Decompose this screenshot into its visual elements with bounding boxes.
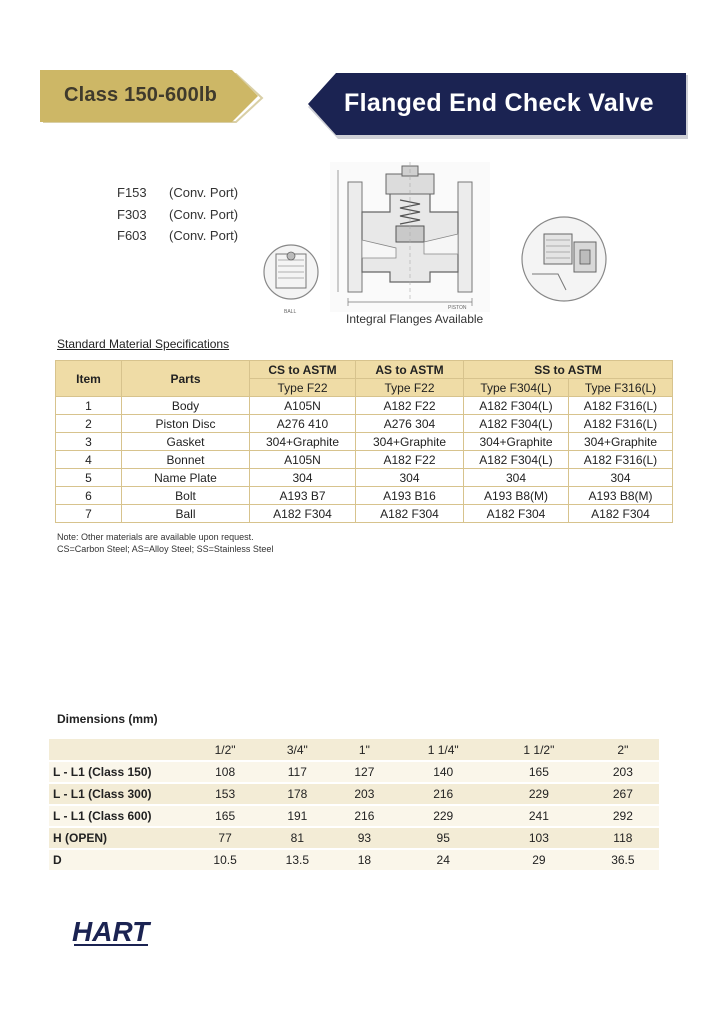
- row-label: D: [49, 849, 189, 871]
- materials-header-row: [56, 361, 673, 379]
- table-row: [56, 487, 673, 505]
- size-header: 1": [333, 739, 395, 761]
- dim-cell: 13.5: [261, 849, 333, 871]
- cell-ss2: 304: [569, 469, 673, 487]
- size-header: 2": [587, 739, 659, 761]
- row-label: L - L1 (Class 300): [49, 783, 189, 805]
- model-row: [117, 225, 238, 247]
- cell-item: 2: [56, 415, 122, 433]
- class-banner: [40, 70, 268, 126]
- cell-item: 3: [56, 433, 122, 451]
- cell-part: Name Plate: [122, 469, 250, 487]
- materials-note: [57, 531, 273, 555]
- cell-ss1: 304+Graphite: [464, 433, 569, 451]
- cell-ss2: A182 F316(L): [569, 415, 673, 433]
- title-banner: [308, 73, 688, 139]
- row-label: L - L1 (Class 600): [49, 805, 189, 827]
- row-label: H (OPEN): [49, 827, 189, 849]
- dim-cell: 153: [189, 783, 261, 805]
- cell-ss2: A182 F304: [569, 505, 673, 523]
- table-row: [49, 805, 659, 827]
- cell-as: A182 F304: [356, 505, 464, 523]
- dim-cell: 36.5: [587, 849, 659, 871]
- header-parts: Parts: [122, 361, 250, 397]
- dimensions-title: Dimensions (mm): [57, 712, 158, 726]
- table-row: [56, 469, 673, 487]
- dim-cell: 229: [395, 805, 491, 827]
- dim-cell: 241: [491, 805, 587, 827]
- dim-cell: 292: [587, 805, 659, 827]
- ball-label: BALL: [284, 309, 297, 315]
- dimensions-header-row: [49, 739, 659, 761]
- header-cs: CS to ASTM: [250, 361, 356, 379]
- dim-cell: 118: [587, 827, 659, 849]
- cell-as: A182 F22: [356, 451, 464, 469]
- dim-cell: 18: [333, 849, 395, 871]
- drawing-caption: Integral Flanges Available: [346, 312, 484, 326]
- size-header: 1 1/2": [491, 739, 587, 761]
- model-code: F153: [117, 185, 147, 200]
- dim-cell: 77: [189, 827, 261, 849]
- table-row: [56, 397, 673, 415]
- cell-ss1: A182 F304: [464, 505, 569, 523]
- dim-cell: 24: [395, 849, 491, 871]
- dim-cell: 267: [587, 783, 659, 805]
- cell-ss1: A182 F304(L): [464, 397, 569, 415]
- cell-ss2: A193 B8(M): [569, 487, 673, 505]
- hart-logo: [70, 914, 156, 948]
- dim-cell: 29: [491, 849, 587, 871]
- cell-part: Gasket: [122, 433, 250, 451]
- materials-title: Standard Material Specifications: [57, 337, 230, 351]
- subheader-ss-type1: Type F304(L): [464, 379, 569, 397]
- dim-cell: 93: [333, 827, 395, 849]
- dim-cell: 229: [491, 783, 587, 805]
- model-port: (Conv. Port): [169, 185, 239, 200]
- dim-cell: 95: [395, 827, 491, 849]
- model-code: F303: [117, 206, 147, 222]
- cell-cs: A105N: [250, 397, 356, 415]
- subheader-as-type: Type F22: [356, 379, 464, 397]
- logo-text: HART: [72, 916, 150, 947]
- size-header: 3/4": [261, 739, 333, 761]
- cell-item: 6: [56, 487, 122, 505]
- model-code: F603: [117, 228, 147, 243]
- table-row: [56, 433, 673, 451]
- dim-cell: 117: [261, 761, 333, 783]
- dim-cell: 140: [395, 761, 491, 783]
- cell-ss2: A182 F316(L): [569, 397, 673, 415]
- cell-ss1: 304: [464, 469, 569, 487]
- model-list: [117, 182, 238, 247]
- cell-item: 7: [56, 505, 122, 523]
- table-row: [49, 783, 659, 805]
- dim-cell: 178: [261, 783, 333, 805]
- class-label: Class 150-600lb: [64, 84, 218, 106]
- cell-ss1: A193 B8(M): [464, 487, 569, 505]
- dim-cell: 81: [261, 827, 333, 849]
- cell-as: A182 F22: [356, 397, 464, 415]
- subheader-cs-type: Type F22: [250, 379, 356, 397]
- dim-cell: 127: [333, 761, 395, 783]
- table-row: [49, 761, 659, 783]
- cell-cs: A182 F304: [250, 505, 356, 523]
- model-port: (Conv. Port): [169, 206, 239, 222]
- page-title: Flanged End Check Valve: [344, 89, 654, 117]
- model-row: [117, 182, 238, 204]
- materials-table: [55, 360, 673, 523]
- model-row: [117, 204, 238, 226]
- size-header: 1 1/4": [395, 739, 491, 761]
- ball-detail-drawing: [258, 240, 324, 316]
- table-row: [49, 849, 659, 871]
- dim-cell: 108: [189, 761, 261, 783]
- model-port: (Conv. Port): [169, 228, 239, 243]
- cell-part: Ball: [122, 505, 250, 523]
- size-header: 1/2": [189, 739, 261, 761]
- cell-part: Piston Disc: [122, 415, 250, 433]
- cell-cs: 304+Graphite: [250, 433, 356, 451]
- valve-section-drawing: [330, 162, 490, 312]
- header-ss: SS to ASTM: [464, 361, 673, 379]
- cell-as: A276 304: [356, 415, 464, 433]
- table-row: [49, 827, 659, 849]
- table-row: [56, 451, 673, 469]
- subheader-ss-type2: Type F316(L): [569, 379, 673, 397]
- piston-detail-drawing: [518, 212, 610, 306]
- dimensions-table: [49, 739, 659, 872]
- dim-cell: 191: [261, 805, 333, 827]
- dim-cell: 103: [491, 827, 587, 849]
- dim-cell: 203: [587, 761, 659, 783]
- cell-part: Bonnet: [122, 451, 250, 469]
- cell-ss1: A182 F304(L): [464, 415, 569, 433]
- cell-as: A193 B16: [356, 487, 464, 505]
- note-line: Note: Other materials are available upon request.: [57, 532, 254, 542]
- table-row: [56, 505, 673, 523]
- cell-item: 5: [56, 469, 122, 487]
- cell-ss2: A182 F316(L): [569, 451, 673, 469]
- dim-cell: 165: [189, 805, 261, 827]
- cell-cs: A193 B7: [250, 487, 356, 505]
- dim-cell: 165: [491, 761, 587, 783]
- dim-cell: 216: [395, 783, 491, 805]
- header-blank: [49, 739, 189, 761]
- cell-part: Bolt: [122, 487, 250, 505]
- piston-label: PISTON: [448, 305, 467, 311]
- cell-item: 1: [56, 397, 122, 415]
- cell-cs: 304: [250, 469, 356, 487]
- cell-part: Body: [122, 397, 250, 415]
- cell-ss2: 304+Graphite: [569, 433, 673, 451]
- cell-as: 304+Graphite: [356, 433, 464, 451]
- cell-ss1: A182 F304(L): [464, 451, 569, 469]
- dim-cell: 203: [333, 783, 395, 805]
- table-row: [56, 415, 673, 433]
- note-line: CS=Carbon Steel; AS=Alloy Steel; SS=Stainless Steel: [57, 544, 274, 554]
- cell-as: 304: [356, 469, 464, 487]
- cell-cs: A276 410: [250, 415, 356, 433]
- header-as: AS to ASTM: [356, 361, 464, 379]
- cell-cs: A105N: [250, 451, 356, 469]
- header-item: Item: [56, 361, 122, 397]
- dim-cell: 216: [333, 805, 395, 827]
- row-label: L - L1 (Class 150): [49, 761, 189, 783]
- dim-cell: 10.5: [189, 849, 261, 871]
- cell-item: 4: [56, 451, 122, 469]
